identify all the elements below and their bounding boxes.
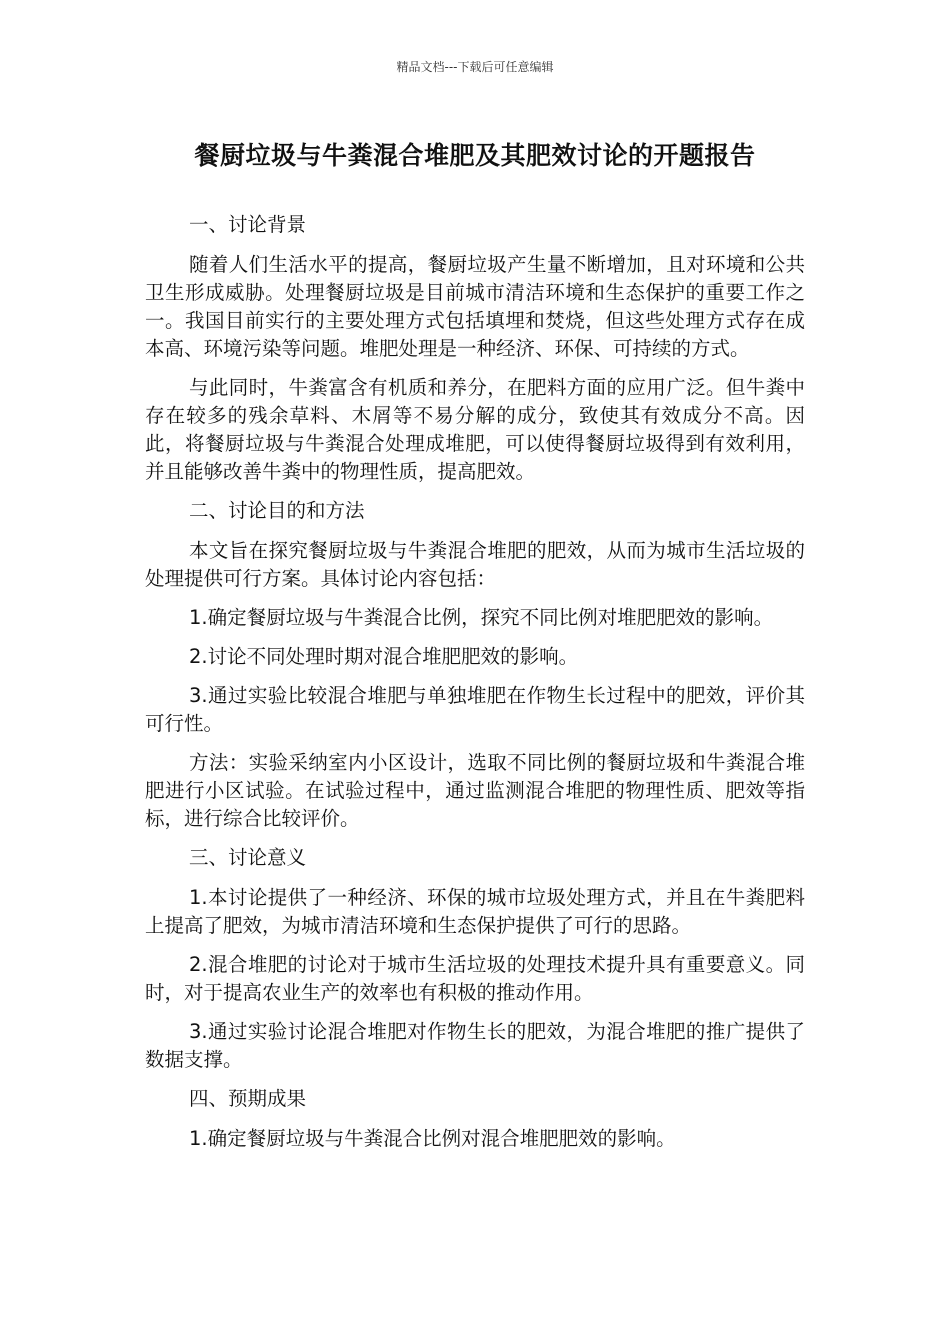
list-item: 1.本讨论提供了一种经济、环保的城市垃圾处理方式，并且在牛粪肥料上提高了肥效，为城市清洁环境和生态保护提供了可行的思路。 bbox=[145, 886, 805, 937]
list-item: 2.讨论不同处理时期对混合堆肥肥效的影响。 bbox=[189, 645, 579, 668]
list-item: 3.通过实验讨论混合堆肥对作物生长的肥效，为混合堆肥的推广提供了数据支撑。 bbox=[145, 1020, 805, 1071]
paragraph: 本文旨在探究餐厨垃圾与牛粪混合堆肥的肥效，从而为城市生活垃圾的处理提供可行方案。具体讨论内容包括： bbox=[145, 539, 805, 590]
paragraph: 与此同时，牛粪富含有机质和养分，在肥料方面的应用广泛。但牛粪中存在较多的残余草料、木屑等不易分解的成分，致使其有效成分不高。因此，将餐厨垃圾与牛粪混合处理成堆肥，可以使得餐厨垃圾得到有效利用，并且能够改善牛粪中的物理性质，提高肥效。 bbox=[145, 376, 805, 483]
header-note: 精品文档---下载后可任意编辑 bbox=[396, 60, 554, 74]
list-item: 1.确定餐厨垃圾与牛粪混合比例，探究不同比例对堆肥肥效的影响。 bbox=[189, 606, 774, 629]
document-title: 餐厨垃圾与牛粪混合堆肥及其肥效讨论的开题报告 bbox=[194, 141, 756, 170]
document-body bbox=[145, 211, 805, 1164]
list-item: 1.确定餐厨垃圾与牛粪混合比例对混合堆肥肥效的影响。 bbox=[189, 1127, 676, 1150]
section-heading-significance: 三、讨论意义 bbox=[189, 846, 307, 869]
section-heading-background: 一、讨论背景 bbox=[189, 213, 307, 236]
paragraph: 随着人们生活水平的提高，餐厨垃圾产生量不断增加，且对环境和公共卫生形成威胁。处理餐厨垃圾是目前城市清洁环境和生态保护的重要工作之一。我国目前实行的主要处理方式包括填埋和焚烧，但这些处理方式存在成本高、环境污染等问题。堆肥处理是一种经济、环保、可持续的方式。 bbox=[145, 253, 805, 360]
paragraph: 方法：实验采纳室内小区设计，选取不同比例的餐厨垃圾和牛粪混合堆肥进行小区试验。在试验过程中，通过监测混合堆肥的物理性质、肥效等指标，进行综合比较评价。 bbox=[145, 751, 805, 830]
section-heading-expected-results: 四、预期成果 bbox=[189, 1087, 307, 1110]
section-heading-purpose-method: 二、讨论目的和方法 bbox=[189, 499, 365, 522]
list-item: 3.通过实验比较混合堆肥与单独堆肥在作物生长过程中的肥效，评价其可行性。 bbox=[145, 684, 805, 735]
list-item: 2.混合堆肥的讨论对于城市生活垃圾的处理技术提升具有重要意义。同时，对于提高农业生产的效率也有积极的推动作用。 bbox=[145, 953, 805, 1004]
